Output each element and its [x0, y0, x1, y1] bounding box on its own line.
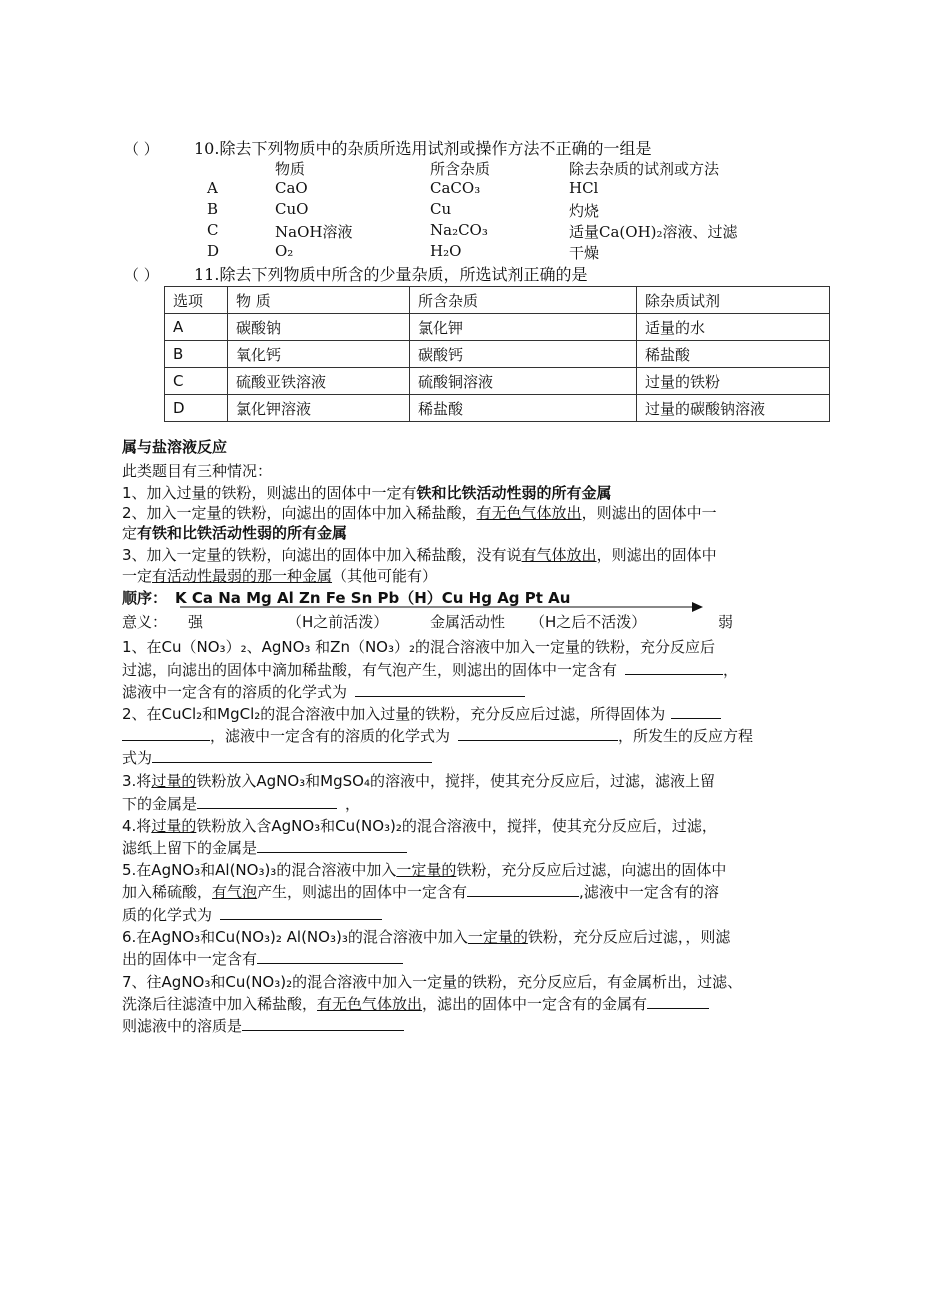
case-2-cont: [122, 522, 347, 543]
order-label: 顺序：: [122, 589, 168, 607]
q3-line2: [122, 793, 360, 814]
case-1: [122, 482, 612, 503]
text: 过滤，向滤出的固体中滴加稀盐酸，有气泡产生，则滤出的固体中一定含有: [122, 661, 618, 679]
text: 5.在AgNO₃和Al(NO₃)₃的混合溶液中加入: [122, 861, 397, 879]
answer-blank[interactable]: [467, 882, 579, 897]
weak-label: 弱: [718, 613, 734, 631]
text: 铁粉，充分反应后过滤，向滤出的固体中: [456, 861, 727, 879]
text: 则滤液中的溶质是: [122, 1017, 243, 1035]
table-cell: 氧化钙: [228, 341, 410, 368]
q10-row-impurity: H₂O: [430, 242, 462, 260]
q10-row-impurity: CaCO₃: [430, 179, 481, 197]
answer-blank[interactable]: [625, 660, 723, 675]
underline: 有气泡: [212, 883, 258, 901]
emphasis: 铁和比铁活动性弱的所有金属: [416, 484, 612, 502]
table-cell: 氯化钾: [410, 314, 637, 341]
q10-header-impurity: 所含杂质: [430, 160, 491, 178]
section-intro: 此类题目有三种情况：: [122, 462, 273, 480]
table-cell: 稀盐酸: [410, 395, 637, 422]
table-row: [165, 341, 830, 368]
table-cell: A: [165, 314, 228, 341]
underline: 一定量的: [396, 861, 457, 879]
table-cell: 适量的水: [637, 314, 830, 341]
answer-blank[interactable]: [257, 949, 403, 964]
underline: 有气体放出: [521, 546, 597, 564]
text: （其他可能有）: [332, 567, 438, 585]
underline: 有活动性最弱的那一种金属: [152, 567, 333, 585]
text: ，滤出的固体中一定含有的金属有: [422, 995, 648, 1013]
q10-row-method: 干燥: [569, 244, 600, 262]
text: 质的化学式为: [122, 906, 213, 924]
table-row: [165, 395, 830, 422]
text: 2、在CuCl₂和MgCl₂的混合溶液中加入过量的铁粉，充分反应后过滤，所得固体为: [122, 705, 666, 723]
answer-blank[interactable]: [458, 726, 618, 741]
text: 产生，则滤出的固体中一定含有: [257, 883, 468, 901]
q3-line1: [122, 770, 715, 791]
q10-header-substance: 物质: [275, 160, 306, 178]
text: 洗涤后往滤渣中加入稀盐酸，: [122, 995, 318, 1013]
text: 铁粉，充分反应后过滤，，则滤: [527, 928, 731, 946]
answer-blank[interactable]: [647, 994, 709, 1009]
table-row: [165, 368, 830, 395]
q4-line2: [122, 837, 407, 858]
text: ，则滤出的固体中: [596, 546, 717, 564]
q10-row-substance: CaO: [275, 179, 308, 197]
table-cell: 硫酸亚铁溶液: [228, 368, 410, 395]
answer-blank[interactable]: [355, 682, 525, 697]
text: 2、加入一定量的铁粉，向滤出的固体中加入稀盐酸，: [122, 504, 477, 522]
table-cell: 所含杂质: [410, 287, 637, 314]
answer-blank[interactable]: [671, 704, 721, 719]
underline: 过量的: [151, 817, 197, 835]
table-cell: D: [165, 395, 228, 422]
answer-blank[interactable]: [122, 726, 210, 741]
underline: 一定量的: [467, 928, 528, 946]
table-cell: 除杂质试剂: [637, 287, 830, 314]
q11-table: [164, 286, 830, 422]
text: 1、加入过量的铁粉，则滤出的固体中一定有: [122, 484, 417, 502]
underline: 过量的: [151, 772, 197, 790]
table-cell: 碳酸钠: [228, 314, 410, 341]
activity-label: 金属活动性: [430, 613, 506, 631]
q6-line2: [122, 948, 403, 969]
q11-paren: （ ）: [124, 266, 159, 284]
emphasis: 有铁和比铁活动性弱的所有金属: [137, 524, 348, 542]
q10-row-method: 灼烧: [569, 202, 600, 220]
answer-blank[interactable]: [257, 838, 407, 853]
answer-blank[interactable]: [242, 1016, 404, 1031]
q10-paren: （ ）: [124, 140, 159, 158]
q5-line2: [122, 881, 719, 902]
after-h-label: （H之后不活泼）: [530, 613, 647, 631]
q1-line2: [122, 659, 738, 680]
text: 加入稀硫酸，: [122, 883, 213, 901]
text: 一定: [122, 567, 153, 585]
text: 下的金属是: [122, 795, 198, 813]
text: 6.在AgNO₃和Cu(NO₃)₂ Al(NO₃)₃的混合溶液中加入: [122, 928, 468, 946]
text: ，滤液中一定含有的溶质的化学式为: [210, 727, 451, 745]
table-cell: 选项: [165, 287, 228, 314]
activity-series: K Ca Na Mg Al Zn Fe Sn Pb（H）Cu Hg Ag Pt Au: [175, 589, 571, 607]
q10-row-method: HCl: [569, 179, 599, 197]
q10-row-option: C: [207, 221, 219, 239]
table-cell: 物 质: [228, 287, 410, 314]
text: ，: [345, 795, 361, 813]
q10-row-substance: NaOH溶液: [275, 223, 353, 241]
table-cell: 稀盐酸: [637, 341, 830, 368]
table-cell: 碳酸钙: [410, 341, 637, 368]
text: 3.将: [122, 772, 152, 790]
table-cell: 硫酸铜溶液: [410, 368, 637, 395]
text: 滤液中一定含有的溶质的化学式为: [122, 683, 348, 701]
q7-line1: 7、往AgNO₃和Cu(NO₃)₂的混合溶液中加入一定量的铁粉，充分反应后，有金属析出，过滤、: [122, 973, 743, 991]
text: 4.将: [122, 817, 152, 835]
case-3: [122, 544, 717, 565]
case-2: [122, 502, 717, 523]
table-header-row: [165, 287, 830, 314]
q7-line3: [122, 1015, 404, 1036]
text: 出的固体中一定含有: [122, 950, 258, 968]
text: 3、加入一定量的铁粉，向滤出的固体中加入稀盐酸，没有说: [122, 546, 522, 564]
q5-line3: [122, 904, 382, 925]
table-cell: 过量的碳酸钠溶液: [637, 395, 830, 422]
q10-header-method: 除去杂质的试剂或方法: [569, 160, 720, 178]
q2-line3: [122, 747, 432, 768]
q10-row-substance: CuO: [275, 200, 309, 218]
q2-line1: [122, 703, 721, 724]
section-title: 属与盐溶液反应: [122, 438, 228, 456]
q10-row-option: D: [207, 242, 220, 260]
q10-row-option: B: [207, 200, 219, 218]
text: 滤纸上留下的金属是: [122, 839, 258, 857]
q7-line2: [122, 993, 709, 1014]
table-cell: 氯化钾溶液: [228, 395, 410, 422]
case-3-cont: [122, 565, 437, 586]
q10-row-impurity: Cu: [430, 200, 452, 218]
meaning-label: 意义：: [122, 613, 168, 631]
text: 式为: [122, 749, 153, 767]
q1-line1: 1、在Cu（NO₃）₂、AgNO₃ 和Zn（NO₃）₂的混合溶液中加入一定量的铁粉，充分反应后: [122, 638, 716, 656]
strong-label: 强: [188, 613, 204, 631]
before-h-label: （H之前活泼）: [287, 613, 389, 631]
table-row: [165, 314, 830, 341]
table-cell: C: [165, 368, 228, 395]
q10-row-impurity: Na₂CO₃: [430, 221, 488, 239]
q11-stem: 11.除去下列物质中所含的少量杂质，所选试剂正确的是: [194, 265, 588, 284]
q10-row-method: 适量Ca(OH)₂溶液、过滤: [569, 223, 738, 241]
table-cell: B: [165, 341, 228, 368]
text: ，: [723, 661, 739, 679]
answer-blank[interactable]: [197, 794, 337, 809]
underline: 有无色气体放出: [317, 995, 423, 1013]
text: 定: [122, 524, 138, 542]
q4-line1: [122, 815, 717, 836]
q6-line1: [122, 926, 730, 947]
text: ,滤液中一定含有的溶: [579, 883, 719, 901]
q10-stem: 10.除去下列物质中的杂质所选用试剂或操作方法不正确的一组是: [194, 139, 652, 158]
q5-line1: [122, 859, 726, 880]
text: 铁粉放入含AgNO₃和Cu(NO₃)₂的混合溶液中，搅拌，使其充分反应后，过滤，: [196, 817, 717, 835]
q1-line3: [122, 681, 525, 702]
q10-row-substance: O₂: [275, 242, 294, 260]
answer-blank[interactable]: [220, 905, 382, 920]
q2-line2: [122, 725, 753, 746]
text: ，则滤出的固体中一: [581, 504, 717, 522]
table-cell: 过量的铁粉: [637, 368, 830, 395]
text: ，所发生的反应方程: [618, 727, 754, 745]
text: 铁粉放入AgNO₃和MgSO₄的溶液中，搅拌，使其充分反应后，过滤，滤液上留: [196, 772, 715, 790]
answer-blank[interactable]: [152, 748, 432, 763]
underline: 有无色气体放出: [476, 504, 582, 522]
q10-row-option: A: [207, 179, 218, 197]
